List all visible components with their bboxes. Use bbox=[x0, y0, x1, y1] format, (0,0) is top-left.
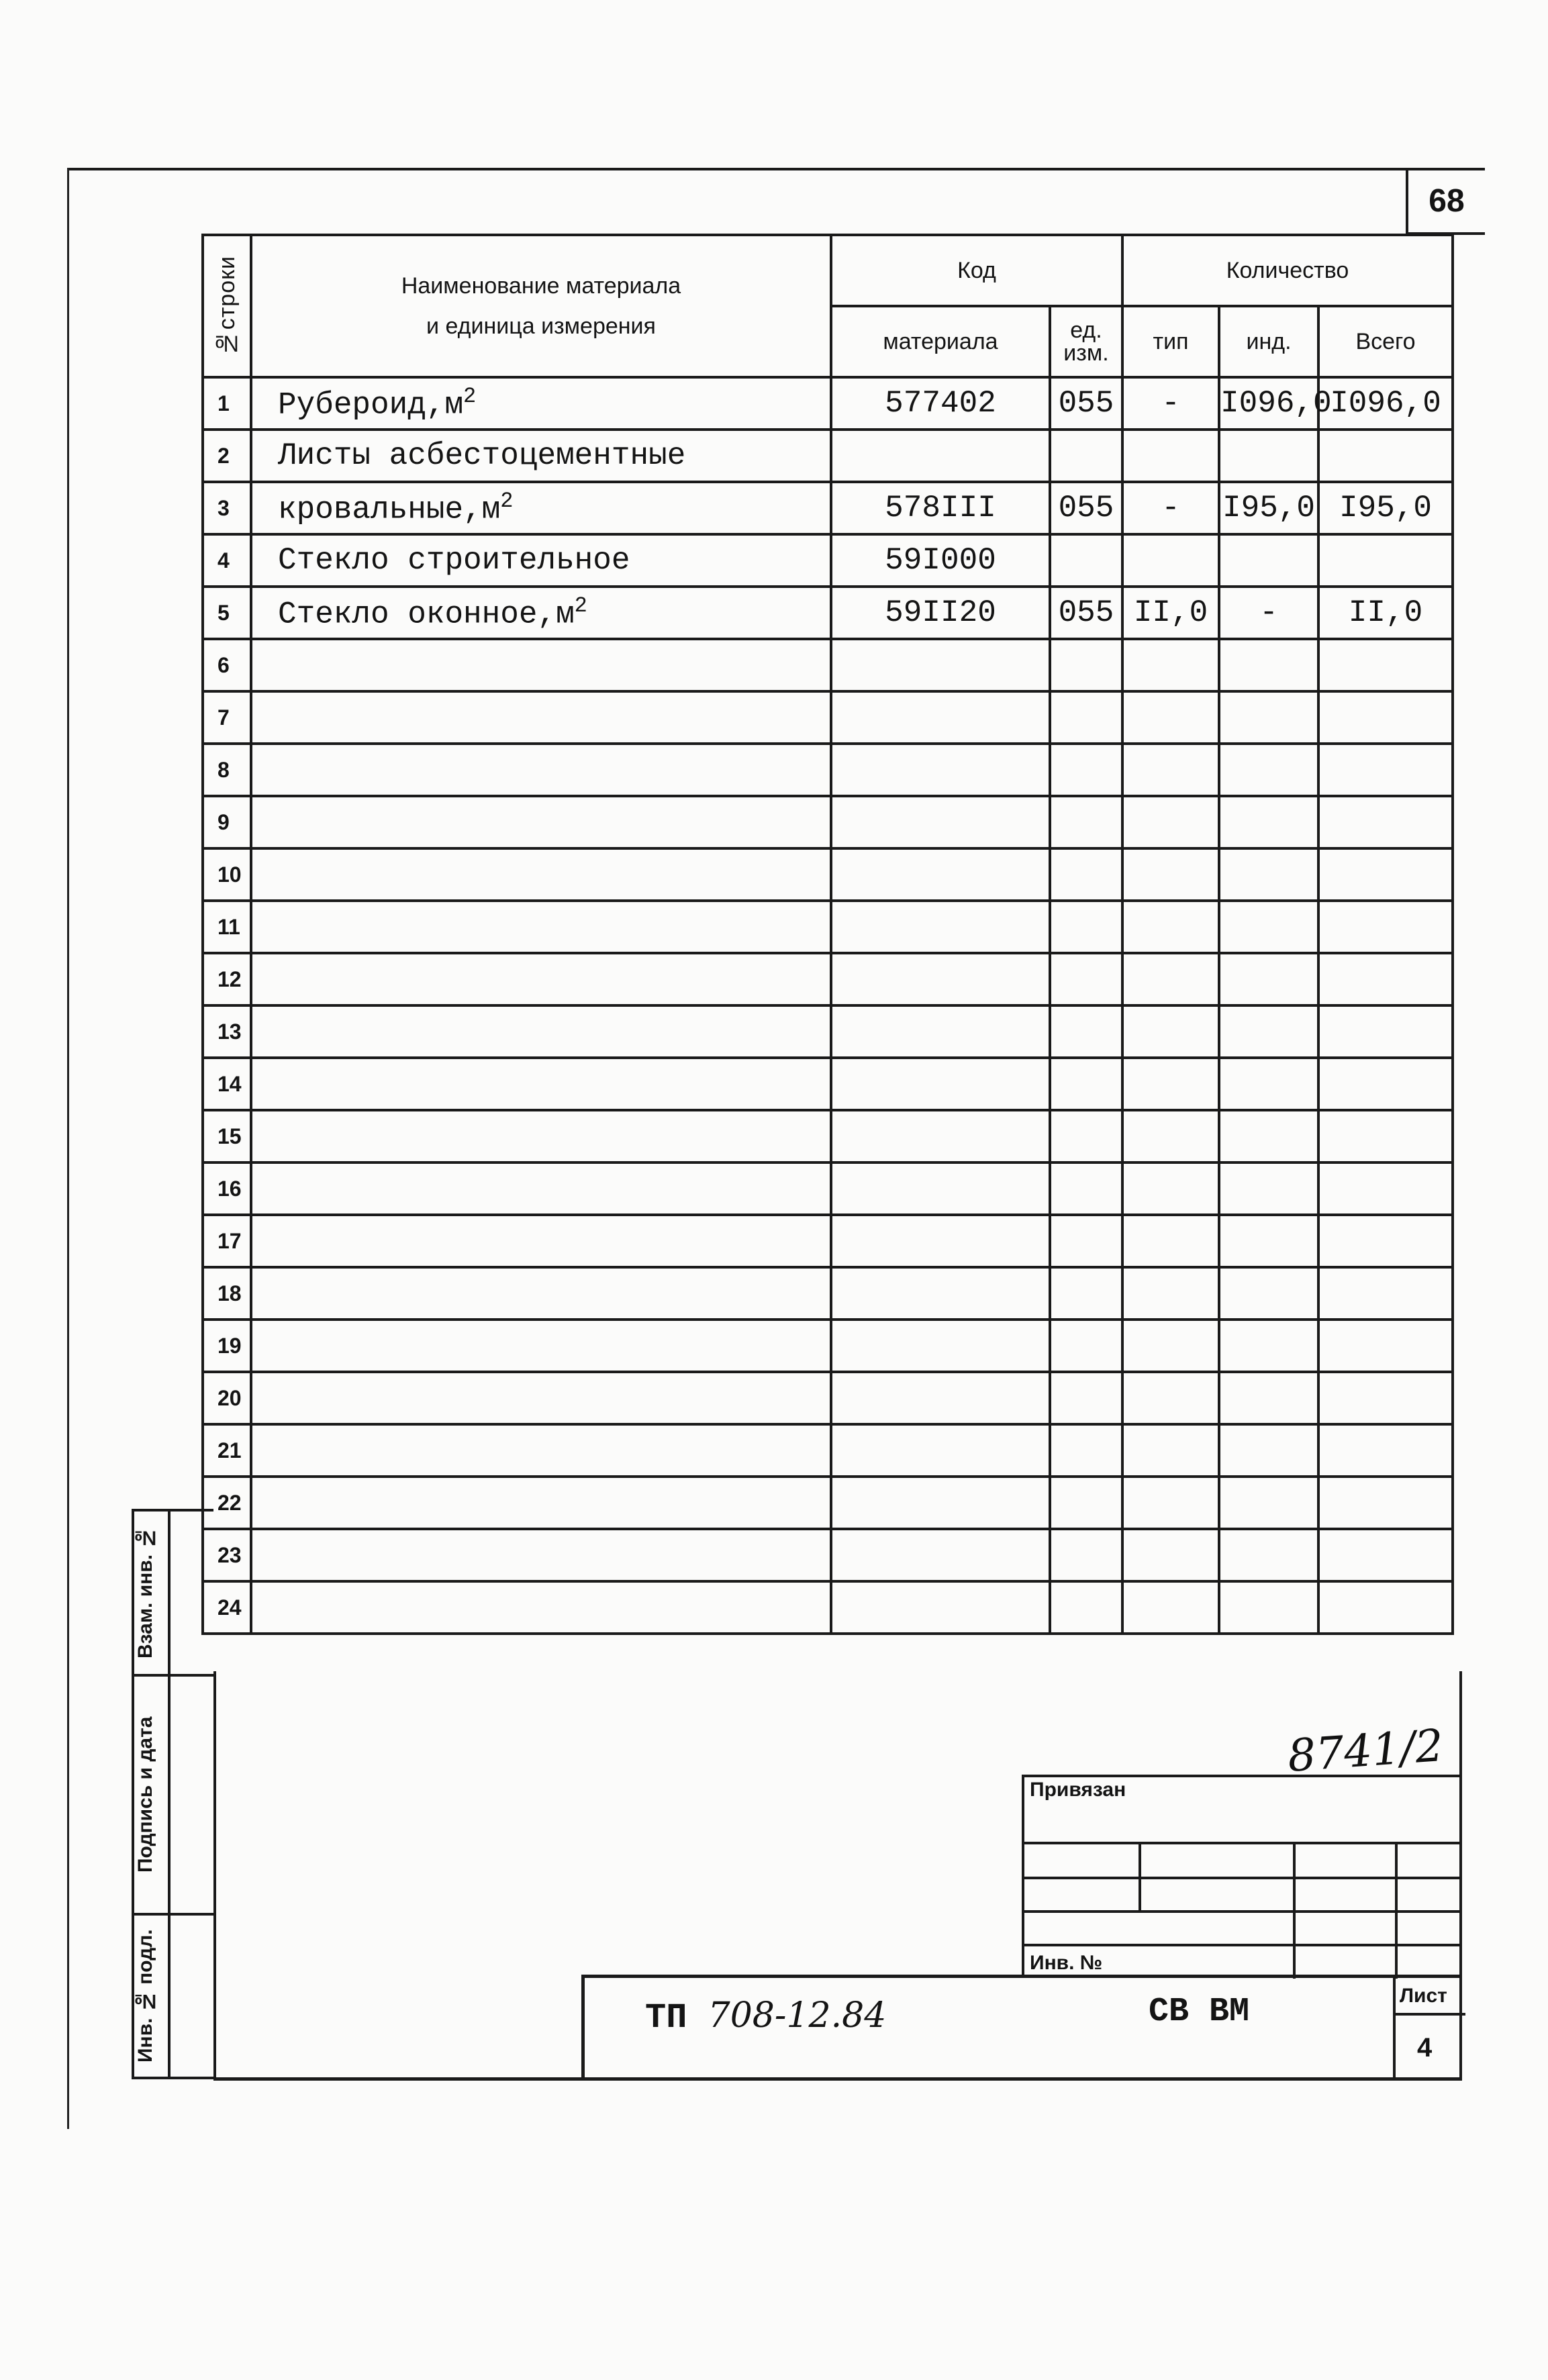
row-number: 17 bbox=[217, 1228, 242, 1253]
table-row bbox=[203, 1424, 1453, 1477]
material-name-cell bbox=[251, 953, 831, 1005]
unit-code: 055 bbox=[1058, 595, 1114, 630]
unit-code-cell bbox=[1050, 1372, 1122, 1424]
row-number: 13 bbox=[217, 1019, 242, 1044]
quantity-ind-cell bbox=[1219, 1005, 1318, 1058]
quantity-type-cell bbox=[1122, 1005, 1219, 1058]
quantity-ind-cell bbox=[1219, 953, 1318, 1005]
unit-code-cell bbox=[1050, 1477, 1122, 1529]
quantity-ind-cell bbox=[1219, 1058, 1318, 1110]
row-number-cell bbox=[203, 1424, 251, 1477]
quantity-type: - bbox=[1161, 491, 1180, 526]
quantity-total-cell bbox=[1318, 639, 1453, 691]
row-number: 20 bbox=[217, 1385, 242, 1410]
document-code bbox=[645, 1995, 886, 2038]
quantity-ind: I95,0 bbox=[1222, 491, 1316, 526]
quantity-type-cell bbox=[1122, 848, 1219, 901]
quantity-type-cell bbox=[1122, 1162, 1219, 1215]
table-row bbox=[203, 587, 1453, 639]
materials-table-wrap bbox=[201, 234, 1451, 1635]
material-name-cell bbox=[251, 587, 831, 639]
material-name-cell bbox=[251, 1110, 831, 1162]
table-row bbox=[203, 1320, 1453, 1372]
table-row bbox=[203, 639, 1453, 691]
inv-podl-label: Инв. № подл. bbox=[134, 1929, 156, 2063]
material-name-cell bbox=[251, 639, 831, 691]
material-code-cell bbox=[831, 1215, 1050, 1267]
table-row bbox=[203, 482, 1453, 534]
row-number-cell bbox=[203, 691, 251, 744]
privyazan-block bbox=[1022, 1775, 1459, 1976]
doc-number: 708-12.84 bbox=[708, 1995, 887, 2036]
table-row bbox=[203, 1058, 1453, 1110]
material-name-header-line1: Наименование материала bbox=[401, 273, 681, 299]
unit-code-cell bbox=[1050, 901, 1122, 953]
table-row bbox=[203, 901, 1453, 953]
material-name-cell bbox=[251, 1477, 831, 1529]
quantity-ind-cell bbox=[1219, 587, 1318, 639]
material-name-cell bbox=[251, 1058, 831, 1110]
quantity-total-cell bbox=[1318, 744, 1453, 796]
quantity-ind-cell bbox=[1219, 1424, 1318, 1477]
material-code-cell bbox=[831, 639, 1050, 691]
material-code-header: материала bbox=[831, 306, 1050, 377]
row-number-cell bbox=[203, 1215, 251, 1267]
row-number-cell bbox=[203, 377, 251, 430]
quantity-total-cell bbox=[1318, 1424, 1453, 1477]
row-number-cell bbox=[203, 953, 251, 1005]
quantity-ind-cell bbox=[1219, 639, 1318, 691]
row-number: 2 bbox=[217, 443, 230, 468]
row-number: 4 bbox=[217, 548, 230, 573]
material-name-cell bbox=[251, 901, 831, 953]
row-number-cell bbox=[203, 848, 251, 901]
quantity-type-cell bbox=[1122, 1372, 1219, 1424]
material-code-cell bbox=[831, 953, 1050, 1005]
material-code-cell bbox=[831, 1424, 1050, 1477]
vzam-inv-label: Взам. инв. № bbox=[134, 1526, 156, 1659]
table-row bbox=[203, 1529, 1453, 1581]
quantity-ind: - bbox=[1259, 595, 1278, 630]
unit-code-cell bbox=[1050, 587, 1122, 639]
quantity-type-cell bbox=[1122, 953, 1219, 1005]
material-name-cell bbox=[251, 377, 831, 430]
quantity-total-cell bbox=[1318, 1215, 1453, 1267]
sheet-list-box bbox=[1393, 1978, 1463, 2079]
quantity-type-cell bbox=[1122, 1267, 1219, 1320]
row-number: 16 bbox=[217, 1176, 242, 1201]
material-code: 59II20 bbox=[885, 595, 996, 630]
table-row bbox=[203, 377, 1453, 430]
quantity-ind-cell bbox=[1219, 691, 1318, 744]
quantity-type-cell bbox=[1122, 691, 1219, 744]
unit-code-cell bbox=[1050, 1058, 1122, 1110]
quantity-ind-cell bbox=[1219, 1372, 1318, 1424]
material-code-cell bbox=[831, 1005, 1050, 1058]
row-number-cell bbox=[203, 430, 251, 482]
quantity-type-cell bbox=[1122, 1529, 1219, 1581]
material-code-cell bbox=[831, 901, 1050, 953]
quantity-type-cell bbox=[1122, 1058, 1219, 1110]
material-name-cell bbox=[251, 848, 831, 901]
quantity-total-cell bbox=[1318, 1372, 1453, 1424]
material-name-cell bbox=[251, 1424, 831, 1477]
quantity-type-cell bbox=[1122, 1424, 1219, 1477]
quantity-total-cell bbox=[1318, 1267, 1453, 1320]
quantity-type-cell bbox=[1122, 901, 1219, 953]
title-block bbox=[581, 1975, 1462, 2081]
row-number: 10 bbox=[217, 862, 242, 887]
quantity-ind-cell bbox=[1219, 796, 1318, 848]
quantity-type: II,0 bbox=[1133, 595, 1208, 630]
table-row bbox=[203, 534, 1453, 587]
unit-code-cell bbox=[1050, 1005, 1122, 1058]
row-number: 12 bbox=[217, 966, 242, 991]
table-row bbox=[203, 1477, 1453, 1529]
quantity-type-cell bbox=[1122, 1215, 1219, 1267]
doc-prefix: ТП bbox=[645, 1998, 687, 2038]
material-name-header-line2: и единица измерения bbox=[426, 313, 656, 339]
material-name: кровальные,м bbox=[278, 492, 501, 528]
quantity-ind-cell bbox=[1219, 744, 1318, 796]
row-number-cell bbox=[203, 1058, 251, 1110]
quantity-total-cell bbox=[1318, 534, 1453, 587]
row-number: 6 bbox=[217, 652, 230, 677]
material-code-cell bbox=[831, 1110, 1050, 1162]
quantity-type-cell bbox=[1122, 1320, 1219, 1372]
table-row bbox=[203, 953, 1453, 1005]
unit-code-cell bbox=[1050, 691, 1122, 744]
unit-code-cell bbox=[1050, 744, 1122, 796]
material-name-cell bbox=[251, 1581, 831, 1634]
material-name-cell bbox=[251, 691, 831, 744]
material-name-cell bbox=[251, 1267, 831, 1320]
row-number: 1 bbox=[217, 391, 230, 415]
material-name-cell bbox=[251, 482, 831, 534]
quantity-ind-cell bbox=[1219, 1581, 1318, 1634]
material-name: Стекло оконное,м bbox=[278, 597, 575, 632]
privyazan-grid-line bbox=[1139, 1842, 1141, 1912]
list-separator bbox=[1396, 2013, 1465, 2016]
material-code-cell bbox=[831, 1477, 1050, 1529]
quantity-total-cell bbox=[1318, 796, 1453, 848]
frame-top-line bbox=[67, 168, 1485, 170]
row-number-cell bbox=[203, 1162, 251, 1215]
unit-header-cell bbox=[1050, 306, 1122, 377]
unit-code-cell bbox=[1050, 953, 1122, 1005]
table-row bbox=[203, 1005, 1453, 1058]
row-number: 22 bbox=[217, 1490, 242, 1515]
material-code-cell bbox=[831, 587, 1050, 639]
material-name-cell bbox=[251, 534, 831, 587]
material-code-cell bbox=[831, 482, 1050, 534]
table-row bbox=[203, 848, 1453, 901]
total-header: Всего bbox=[1318, 306, 1453, 377]
quantity-type: - bbox=[1161, 386, 1180, 421]
quantity-ind-cell bbox=[1219, 377, 1332, 430]
material-code-cell bbox=[831, 1372, 1050, 1424]
material-code-cell bbox=[831, 744, 1050, 796]
inv-no-label: Инв. № bbox=[1030, 1952, 1103, 1974]
row-number-cell bbox=[203, 1110, 251, 1162]
quantity-ind-cell bbox=[1219, 1267, 1318, 1320]
quantity-type-cell bbox=[1122, 1477, 1219, 1529]
unit-code-cell bbox=[1050, 1110, 1122, 1162]
row-number: 7 bbox=[217, 705, 230, 730]
material-code-cell bbox=[831, 1320, 1050, 1372]
quantity-total-cell bbox=[1318, 1581, 1453, 1634]
quantity-type-cell bbox=[1122, 430, 1219, 482]
unit-code-cell bbox=[1050, 639, 1122, 691]
material-name-header-cell bbox=[251, 235, 831, 377]
quantity-ind-cell bbox=[1219, 1477, 1318, 1529]
quantity-ind-cell bbox=[1219, 430, 1318, 482]
row-number: 14 bbox=[217, 1071, 242, 1096]
row-number-cell bbox=[203, 639, 251, 691]
unit-code: 055 bbox=[1058, 386, 1114, 421]
quantity-total-cell bbox=[1318, 587, 1453, 639]
quantity-total-cell bbox=[1318, 901, 1453, 953]
unit-code-cell bbox=[1050, 796, 1122, 848]
unit-code-cell bbox=[1050, 1529, 1122, 1581]
quantity-type-cell bbox=[1122, 587, 1219, 639]
material-code-cell bbox=[831, 1529, 1050, 1581]
unit-header-line2: изм. bbox=[1063, 340, 1109, 366]
material-name-cell bbox=[251, 1320, 831, 1372]
quantity-total-cell bbox=[1318, 430, 1453, 482]
material-code-cell bbox=[831, 1267, 1050, 1320]
quantity-type-cell bbox=[1122, 744, 1219, 796]
quantity-total-cell bbox=[1318, 1477, 1453, 1529]
row-number: 9 bbox=[217, 809, 230, 834]
table-row bbox=[203, 796, 1453, 848]
unit-code-cell bbox=[1050, 1424, 1122, 1477]
row-number-cell bbox=[203, 534, 251, 587]
row-number-cell bbox=[203, 1005, 251, 1058]
material-name-cell bbox=[251, 1529, 831, 1581]
material-name: Стекло строительное bbox=[278, 543, 630, 578]
table-row bbox=[203, 744, 1453, 796]
handwritten-code: 8741/2 bbox=[1286, 1719, 1445, 1783]
row-number: 21 bbox=[217, 1438, 242, 1462]
row-number-cell bbox=[203, 1267, 251, 1320]
list-number: 4 bbox=[1417, 2033, 1433, 2063]
row-number-cell bbox=[203, 587, 251, 639]
ind-header: инд. bbox=[1219, 306, 1318, 377]
row-number: 15 bbox=[217, 1124, 242, 1148]
side-stamp-strip bbox=[132, 1509, 213, 2079]
table-row bbox=[203, 1110, 1453, 1162]
material-code-cell bbox=[831, 848, 1050, 901]
unit-exponent: 2 bbox=[574, 593, 587, 619]
quantity-type-cell bbox=[1122, 534, 1219, 587]
quantity-total-cell bbox=[1318, 691, 1453, 744]
quantity-total-cell bbox=[1318, 1005, 1453, 1058]
quantity-total-cell bbox=[1318, 1529, 1453, 1581]
material-code-cell bbox=[831, 796, 1050, 848]
frame-left-line bbox=[67, 168, 69, 2129]
quantity-total: I95,0 bbox=[1339, 491, 1433, 526]
quantity-type-cell bbox=[1122, 1110, 1219, 1162]
quantity-type-cell bbox=[1122, 639, 1219, 691]
material-code-cell bbox=[831, 534, 1050, 587]
material-name-cell bbox=[251, 430, 831, 482]
document-mark: СВ ВМ bbox=[1149, 1993, 1250, 2031]
unit-code-cell bbox=[1050, 482, 1122, 534]
material-name-cell bbox=[251, 1005, 831, 1058]
unit-code-cell bbox=[1050, 1215, 1122, 1267]
podpis-data-label: Подпись и дата bbox=[134, 1716, 156, 1873]
unit-code-cell bbox=[1050, 848, 1122, 901]
material-code-cell bbox=[831, 1058, 1050, 1110]
quantity-ind-cell bbox=[1219, 1110, 1318, 1162]
table-row bbox=[203, 430, 1453, 482]
row-number: 18 bbox=[217, 1281, 242, 1305]
row-number-cell bbox=[203, 1372, 251, 1424]
row-number-cell bbox=[203, 796, 251, 848]
quantity-total: II,0 bbox=[1348, 595, 1423, 630]
material-name-cell bbox=[251, 1162, 831, 1215]
unit-header-line1: ед. bbox=[1070, 317, 1102, 343]
quantity-ind-cell bbox=[1219, 1162, 1318, 1215]
materials-table bbox=[201, 234, 1454, 1635]
unit-code-cell bbox=[1050, 1581, 1122, 1634]
material-code-cell bbox=[831, 691, 1050, 744]
quantity-header: Количество bbox=[1122, 235, 1453, 306]
quantity-ind-cell bbox=[1219, 901, 1318, 953]
row-number-cell bbox=[203, 482, 251, 534]
quantity-ind-cell bbox=[1219, 1215, 1318, 1267]
quantity-total-cell bbox=[1318, 482, 1453, 534]
quantity-ind-cell bbox=[1219, 1320, 1318, 1372]
unit-exponent: 2 bbox=[500, 489, 514, 514]
row-number: 8 bbox=[217, 757, 230, 782]
quantity-ind-cell bbox=[1219, 848, 1318, 901]
material-code-cell bbox=[831, 377, 1050, 430]
sheet-number: 68 bbox=[1406, 169, 1485, 235]
material-code-cell bbox=[831, 1581, 1050, 1634]
table-row bbox=[203, 1162, 1453, 1215]
table-row bbox=[203, 1372, 1453, 1424]
material-code-cell bbox=[831, 430, 1050, 482]
material-name-cell bbox=[251, 1215, 831, 1267]
quantity-total: I096,0 bbox=[1330, 386, 1441, 421]
quantity-type-cell bbox=[1122, 482, 1219, 534]
unit-code-cell bbox=[1050, 534, 1122, 587]
row-number-cell bbox=[203, 901, 251, 953]
quantity-total-cell bbox=[1318, 1110, 1453, 1162]
row-number: 5 bbox=[217, 600, 230, 625]
privyazan-label: Привязан bbox=[1030, 1779, 1126, 1801]
quantity-total-cell bbox=[1318, 377, 1453, 430]
unit-code-cell bbox=[1050, 1267, 1122, 1320]
quantity-ind-cell bbox=[1219, 482, 1318, 534]
list-label: Лист bbox=[1400, 1985, 1447, 2007]
quantity-total-cell bbox=[1318, 953, 1453, 1005]
quantity-type-cell bbox=[1122, 1581, 1219, 1634]
type-header: тип bbox=[1122, 306, 1219, 377]
material-name: Рубероид,м bbox=[278, 387, 464, 423]
material-name-cell bbox=[251, 744, 831, 796]
material-name: Листы асбестоцементные bbox=[278, 438, 686, 473]
privyazan-grid-line bbox=[1293, 1842, 1296, 1979]
row-number: 3 bbox=[217, 495, 230, 520]
unit-code-cell bbox=[1050, 1162, 1122, 1215]
quantity-ind: I096,0 bbox=[1220, 386, 1332, 421]
material-code: 577402 bbox=[885, 386, 996, 421]
row-number: 11 bbox=[217, 914, 240, 939]
quantity-total-cell bbox=[1318, 1162, 1453, 1215]
material-name-cell bbox=[251, 1372, 831, 1424]
quantity-total-cell bbox=[1318, 1058, 1453, 1110]
material-name-cell bbox=[251, 796, 831, 848]
row-number: 19 bbox=[217, 1333, 242, 1358]
table-row bbox=[203, 691, 1453, 744]
unit-exponent: 2 bbox=[463, 384, 477, 409]
row-number-cell bbox=[203, 1320, 251, 1372]
quantity-total-cell bbox=[1318, 848, 1453, 901]
unit-code-cell bbox=[1050, 377, 1122, 430]
table-row bbox=[203, 1581, 1453, 1634]
quantity-ind-cell bbox=[1219, 534, 1318, 587]
row-number-cell bbox=[203, 744, 251, 796]
material-code-cell bbox=[831, 1162, 1050, 1215]
row-number-header: №строки bbox=[213, 256, 240, 356]
strip-inner-line bbox=[168, 1511, 171, 2077]
materials-table-body bbox=[203, 377, 1453, 1634]
quantity-type-cell bbox=[1122, 796, 1219, 848]
unit-code-cell bbox=[1050, 1320, 1122, 1372]
table-row bbox=[203, 1267, 1453, 1320]
row-number-header-cell bbox=[203, 235, 251, 377]
table-row bbox=[203, 1215, 1453, 1267]
unit-code-cell bbox=[1050, 430, 1122, 482]
code-header: Код bbox=[831, 235, 1122, 306]
material-code: 578III bbox=[885, 491, 996, 526]
row-number: 24 bbox=[217, 1595, 242, 1620]
material-code: 59I000 bbox=[885, 543, 996, 578]
unit-code: 055 bbox=[1058, 491, 1114, 526]
quantity-type-cell bbox=[1122, 377, 1219, 430]
quantity-total-cell bbox=[1318, 1320, 1453, 1372]
privyazan-grid-line bbox=[1395, 1842, 1398, 1979]
row-number: 23 bbox=[217, 1542, 242, 1567]
quantity-ind-cell bbox=[1219, 1529, 1318, 1581]
